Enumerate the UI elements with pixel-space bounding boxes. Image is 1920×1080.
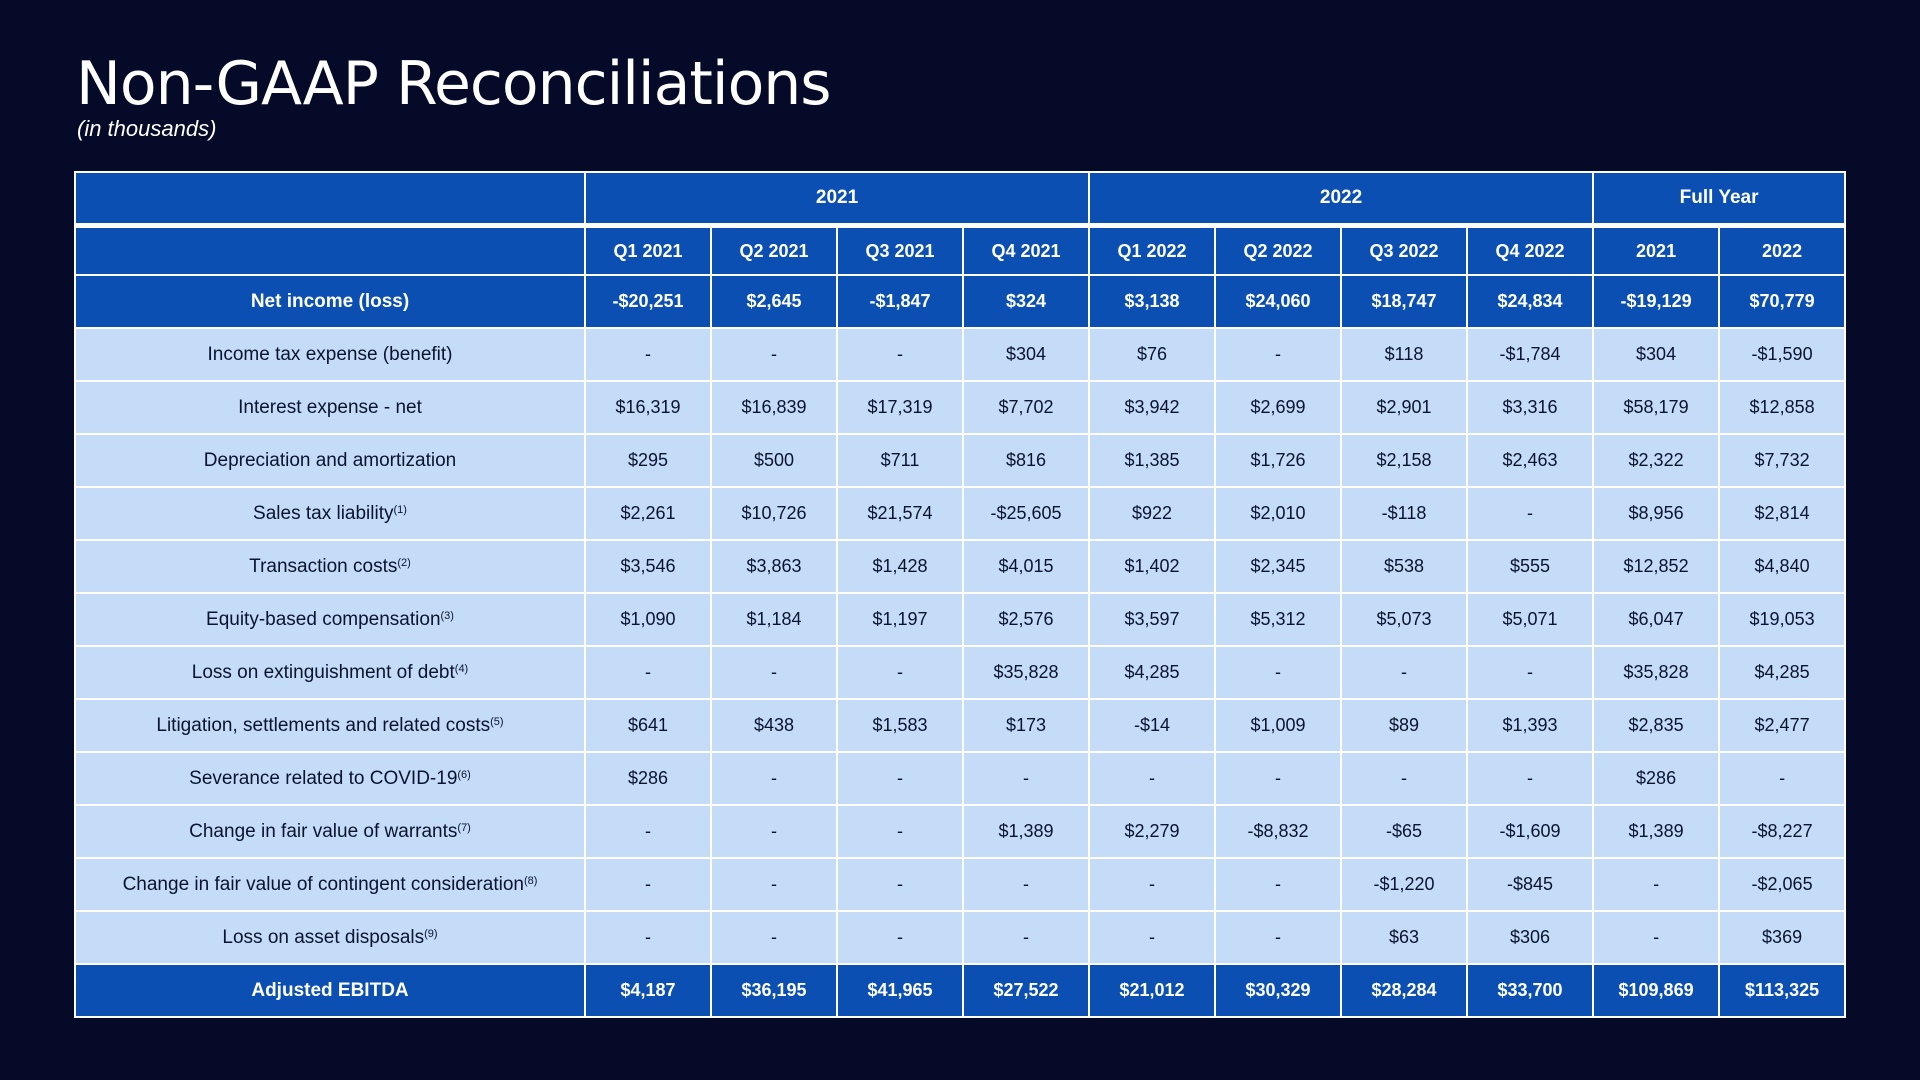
value-cell: $5,312 <box>1215 593 1341 646</box>
value-cell: $3,942 <box>1089 381 1215 434</box>
value-cell: $3,316 <box>1467 381 1593 434</box>
value-cell: $641 <box>585 699 711 752</box>
value-cell: $369 <box>1719 911 1845 964</box>
column-header: Q1 2022 <box>1089 226 1215 276</box>
value-cell: - <box>963 911 1089 964</box>
value-cell: $1,197 <box>837 593 963 646</box>
value-cell: -$1,609 <box>1467 805 1593 858</box>
value-cell: $2,699 <box>1215 381 1341 434</box>
value-cell: $76 <box>1089 328 1215 381</box>
value-cell: $922 <box>1089 487 1215 540</box>
table-row <box>75 487 1845 540</box>
value-cell: $2,322 <box>1593 434 1719 487</box>
footnote-marker: (2) <box>397 556 411 569</box>
value-cell: $1,389 <box>963 805 1089 858</box>
value-cell: $295 <box>585 434 711 487</box>
value-cell: $21,574 <box>837 487 963 540</box>
value-cell: $324 <box>963 275 1089 328</box>
value-cell: $3,863 <box>711 540 837 593</box>
value-cell: $2,279 <box>1089 805 1215 858</box>
value-cell: - <box>711 646 837 699</box>
table-row <box>75 805 1845 858</box>
row-label-cell <box>75 275 585 328</box>
value-cell: $27,522 <box>963 964 1089 1017</box>
row-label-cell <box>75 434 585 487</box>
row-label-cell <box>75 805 585 858</box>
value-cell: - <box>1467 752 1593 805</box>
value-cell: $17,319 <box>837 381 963 434</box>
table-row <box>75 593 1845 646</box>
value-cell: $24,834 <box>1467 275 1593 328</box>
value-cell: - <box>837 328 963 381</box>
value-cell: $2,477 <box>1719 699 1845 752</box>
table-row <box>75 911 1845 964</box>
value-cell: $4,015 <box>963 540 1089 593</box>
value-cell: $118 <box>1341 328 1467 381</box>
value-cell: $286 <box>1593 752 1719 805</box>
column-header: 2021 <box>1593 226 1719 276</box>
value-cell: $304 <box>1593 328 1719 381</box>
value-cell: $1,428 <box>837 540 963 593</box>
value-cell: $12,852 <box>1593 540 1719 593</box>
footnote-marker: (1) <box>393 503 407 516</box>
value-cell: -$14 <box>1089 699 1215 752</box>
total-row <box>75 275 1845 328</box>
row-label: Depreciation and amortization <box>203 449 457 471</box>
value-cell: $1,009 <box>1215 699 1341 752</box>
value-cell: $28,284 <box>1341 964 1467 1017</box>
value-cell: - <box>1089 858 1215 911</box>
row-label-cell <box>75 699 585 752</box>
column-header: 2022 <box>1719 226 1845 276</box>
value-cell: $6,047 <box>1593 593 1719 646</box>
value-cell: $1,402 <box>1089 540 1215 593</box>
value-cell: $30,329 <box>1215 964 1341 1017</box>
value-cell: $41,965 <box>837 964 963 1017</box>
header-blank-cell <box>75 226 585 276</box>
value-cell: $35,828 <box>1593 646 1719 699</box>
value-cell: $2,645 <box>711 275 837 328</box>
value-cell: $4,187 <box>585 964 711 1017</box>
row-label: Net income (loss) <box>250 290 410 312</box>
value-cell: - <box>585 328 711 381</box>
value-cell: - <box>711 911 837 964</box>
value-cell: - <box>1215 646 1341 699</box>
value-cell: $4,285 <box>1719 646 1845 699</box>
table-row <box>75 699 1845 752</box>
value-cell: $4,840 <box>1719 540 1845 593</box>
value-cell: $438 <box>711 699 837 752</box>
value-cell: $36,195 <box>711 964 837 1017</box>
row-label-cell <box>75 328 585 381</box>
table-row <box>75 381 1845 434</box>
row-label: Loss on asset disposals <box>222 926 425 948</box>
value-cell: - <box>711 752 837 805</box>
value-cell: $7,702 <box>963 381 1089 434</box>
value-cell: $12,858 <box>1719 381 1845 434</box>
table-body <box>75 275 1845 1017</box>
value-cell: $173 <box>963 699 1089 752</box>
value-cell: $2,158 <box>1341 434 1467 487</box>
value-cell: - <box>711 858 837 911</box>
value-cell: - <box>711 805 837 858</box>
value-cell: $2,345 <box>1215 540 1341 593</box>
value-cell: - <box>1593 858 1719 911</box>
column-header-row <box>75 226 1845 276</box>
column-header: Q4 2021 <box>963 226 1089 276</box>
row-label-cell <box>75 752 585 805</box>
value-cell: $21,012 <box>1089 964 1215 1017</box>
row-label-cell <box>75 593 585 646</box>
value-cell: $816 <box>963 434 1089 487</box>
value-cell: - <box>837 752 963 805</box>
value-cell: - <box>1215 858 1341 911</box>
value-cell: $24,060 <box>1215 275 1341 328</box>
value-cell: $1,583 <box>837 699 963 752</box>
value-cell: $109,869 <box>1593 964 1719 1017</box>
value-cell: -$8,227 <box>1719 805 1845 858</box>
value-cell: - <box>1593 911 1719 964</box>
footnote-marker: (4) <box>454 662 469 675</box>
value-cell: - <box>1719 752 1845 805</box>
value-cell: - <box>585 858 711 911</box>
value-cell: $7,732 <box>1719 434 1845 487</box>
value-cell: $2,576 <box>963 593 1089 646</box>
value-cell: $3,546 <box>585 540 711 593</box>
row-label: Litigation, settlements and related costs <box>156 714 491 736</box>
value-cell: $2,010 <box>1215 487 1341 540</box>
footnote-marker: (9) <box>424 927 438 940</box>
row-label: Adjusted EBITDA <box>251 979 409 1001</box>
value-cell: $10,726 <box>711 487 837 540</box>
value-cell: $8,956 <box>1593 487 1719 540</box>
value-cell: - <box>837 646 963 699</box>
value-cell: $3,597 <box>1089 593 1215 646</box>
value-cell: $1,726 <box>1215 434 1341 487</box>
year-header-row <box>75 172 1845 226</box>
row-label: Equity-based compensation <box>206 608 441 630</box>
value-cell: -$65 <box>1341 805 1467 858</box>
row-label: Interest expense - net <box>238 396 422 418</box>
column-header: Q4 2022 <box>1467 226 1593 276</box>
value-cell: $35,828 <box>963 646 1089 699</box>
value-cell: $19,053 <box>1719 593 1845 646</box>
footnote-marker: (3) <box>440 609 454 622</box>
value-cell: -$118 <box>1341 487 1467 540</box>
value-cell: - <box>1467 487 1593 540</box>
value-cell: $2,463 <box>1467 434 1593 487</box>
value-cell: - <box>585 911 711 964</box>
footnote-marker: (5) <box>490 715 504 728</box>
value-cell: $1,389 <box>1593 805 1719 858</box>
value-cell: $4,285 <box>1089 646 1215 699</box>
value-cell: - <box>1215 752 1341 805</box>
column-header: Q2 2022 <box>1215 226 1341 276</box>
value-cell: - <box>585 805 711 858</box>
reconciliation-table <box>74 171 1846 1018</box>
value-cell: $2,901 <box>1341 381 1467 434</box>
value-cell: -$2,065 <box>1719 858 1845 911</box>
value-cell: - <box>1341 752 1467 805</box>
value-cell: $555 <box>1467 540 1593 593</box>
value-cell: $89 <box>1341 699 1467 752</box>
row-label: Change in fair value of warrants <box>189 820 458 842</box>
value-cell: $2,835 <box>1593 699 1719 752</box>
row-label-cell <box>75 646 585 699</box>
column-header: Q3 2021 <box>837 226 963 276</box>
value-cell: -$845 <box>1467 858 1593 911</box>
footnote-marker: (8) <box>523 874 538 887</box>
page-title: Non-GAAP Reconciliations <box>76 49 831 119</box>
value-cell: - <box>585 646 711 699</box>
row-label-cell <box>75 487 585 540</box>
value-cell: -$1,847 <box>837 275 963 328</box>
value-cell: -$1,220 <box>1341 858 1467 911</box>
row-label-cell <box>75 911 585 964</box>
value-cell: $711 <box>837 434 963 487</box>
value-cell: - <box>837 805 963 858</box>
value-cell: -$8,832 <box>1215 805 1341 858</box>
row-label-cell <box>75 858 585 911</box>
value-cell: $538 <box>1341 540 1467 593</box>
value-cell: $70,779 <box>1719 275 1845 328</box>
table-row <box>75 858 1845 911</box>
value-cell: - <box>963 752 1089 805</box>
value-cell: $113,325 <box>1719 964 1845 1017</box>
value-cell: - <box>1215 911 1341 964</box>
value-cell: -$1,590 <box>1719 328 1845 381</box>
value-cell: $286 <box>585 752 711 805</box>
value-cell: $1,184 <box>711 593 837 646</box>
value-cell: $5,071 <box>1467 593 1593 646</box>
footnote-marker: (7) <box>457 821 471 834</box>
row-label: Sales tax liability <box>253 502 394 524</box>
group-header-2022: 2022 <box>1089 172 1593 226</box>
table-row <box>75 328 1845 381</box>
value-cell: $500 <box>711 434 837 487</box>
value-cell: $5,073 <box>1341 593 1467 646</box>
row-label: Severance related to COVID-19 <box>189 767 458 789</box>
row-label: Transaction costs <box>249 555 398 577</box>
value-cell: - <box>837 858 963 911</box>
value-cell: - <box>963 858 1089 911</box>
value-cell: - <box>1089 752 1215 805</box>
value-cell: $16,319 <box>585 381 711 434</box>
column-header: Q3 2022 <box>1341 226 1467 276</box>
column-header: Q1 2021 <box>585 226 711 276</box>
value-cell: $306 <box>1467 911 1593 964</box>
value-cell: - <box>1089 911 1215 964</box>
row-label-cell <box>75 964 585 1017</box>
value-cell: - <box>711 328 837 381</box>
value-cell: $3,138 <box>1089 275 1215 328</box>
row-label-cell <box>75 540 585 593</box>
footnote-marker: (6) <box>457 768 471 781</box>
row-label: Change in fair value of contingent consideration <box>122 873 524 895</box>
row-label: Income tax expense (benefit) <box>207 343 453 365</box>
value-cell: $16,839 <box>711 381 837 434</box>
group-header-full-year: Full Year <box>1593 172 1845 226</box>
value-cell: -$19,129 <box>1593 275 1719 328</box>
total-row <box>75 964 1845 1017</box>
value-cell: - <box>1341 646 1467 699</box>
value-cell: $304 <box>963 328 1089 381</box>
header-blank-cell <box>75 172 585 226</box>
value-cell: -$1,784 <box>1467 328 1593 381</box>
page-subtitle: (in thousands) <box>77 116 217 141</box>
table-row <box>75 752 1845 805</box>
row-label: Loss on extinguishment of debt <box>191 661 455 683</box>
value-cell: $2,814 <box>1719 487 1845 540</box>
value-cell: $58,179 <box>1593 381 1719 434</box>
value-cell: - <box>1467 646 1593 699</box>
table-row <box>75 646 1845 699</box>
value-cell: $1,385 <box>1089 434 1215 487</box>
value-cell: - <box>837 911 963 964</box>
value-cell: -$25,605 <box>963 487 1089 540</box>
table-row <box>75 434 1845 487</box>
value-cell: -$20,251 <box>585 275 711 328</box>
value-cell: $33,700 <box>1467 964 1593 1017</box>
group-header-2021: 2021 <box>585 172 1089 226</box>
value-cell: - <box>1215 328 1341 381</box>
value-cell: $18,747 <box>1341 275 1467 328</box>
value-cell: $1,393 <box>1467 699 1593 752</box>
column-header: Q2 2021 <box>711 226 837 276</box>
value-cell: $2,261 <box>585 487 711 540</box>
table-row <box>75 540 1845 593</box>
row-label-cell <box>75 381 585 434</box>
value-cell: $63 <box>1341 911 1467 964</box>
value-cell: $1,090 <box>585 593 711 646</box>
